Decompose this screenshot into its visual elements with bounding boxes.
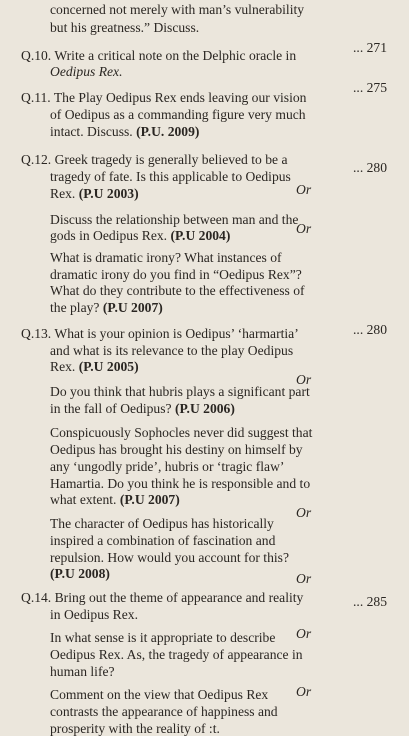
line-text: but his greatness.” Discuss. [50, 20, 200, 35]
or-label: Or [296, 684, 312, 699]
text-line [50, 250, 282, 265]
line-text: Q.11. The Play Oedipus Rex ends leaving our vision [21, 90, 307, 105]
text-line [50, 533, 275, 548]
line-text: repulsion. How would you account for this? [50, 550, 289, 565]
text-line [50, 2, 304, 17]
text-line [50, 721, 220, 736]
line-text: Do you think that hubris plays a significant part [50, 384, 310, 399]
text-line [50, 476, 310, 491]
text-line [50, 664, 115, 679]
text-line [50, 20, 199, 35]
line-text: Oedipus has brought his destiny on himself by [50, 442, 303, 457]
text-line [50, 64, 122, 79]
line-text: in the fall of Oedipus? [50, 401, 172, 416]
text-line [50, 459, 284, 474]
text-line [50, 566, 110, 581]
text-line [50, 212, 298, 227]
citation: (P.U 2008) [50, 566, 110, 581]
text-line [50, 630, 275, 645]
line-text: the play? [50, 300, 100, 315]
line-text: contrasts the appearance of happiness and [50, 704, 278, 719]
citation: (P.U. 2009) [136, 124, 200, 139]
text-line [21, 48, 296, 63]
line-text: Q.12. Greek tragedy is generally believed to be a [21, 152, 288, 167]
line-text: Comment on the view that Oedipus Rex [50, 687, 269, 702]
line-text: gods in Oedipus Rex. [50, 228, 168, 243]
line-text: inspired a combination of fascination and [50, 533, 276, 548]
line-text: Discuss the relationship between man and the [50, 212, 299, 227]
text-line [50, 300, 163, 315]
text-line [50, 516, 274, 531]
page-number: ... 285 [353, 594, 387, 609]
text-line [21, 590, 303, 605]
line-text: Q.10. Write a critical note on the Delphic oracle in [21, 48, 297, 63]
text-line [50, 228, 230, 243]
text-line [50, 550, 289, 565]
line-text: Conspicuously Sophocles never did suggest that [50, 425, 313, 440]
line-text: human life? [50, 664, 115, 679]
line-text: Hamartia. Do you think he is responsible and to [50, 476, 311, 491]
text-line [50, 442, 303, 457]
text-line [21, 90, 306, 105]
page-number: ... 271 [353, 40, 387, 55]
line-text: tragedy of fate. Is this applicable to Oedipus [50, 169, 291, 184]
line-text: Oedipus Rex. [50, 64, 123, 79]
line-text: The character of Oedipus has historically [50, 516, 274, 531]
line-text: What is dramatic irony? What instances of [50, 250, 282, 265]
or-label: Or [296, 505, 312, 520]
text-line [50, 687, 268, 702]
page-number: ... 280 [353, 160, 387, 175]
citation: (P.U 2006) [174, 401, 235, 416]
text-line [50, 384, 310, 399]
line-text: in Oedipus Rex. [50, 607, 138, 622]
text-line [21, 152, 288, 167]
text-line [50, 283, 305, 298]
page-number: ... 275 [353, 80, 387, 95]
line-text: Rex. [50, 359, 76, 374]
or-label: Or [296, 571, 312, 586]
or-label: Or [296, 372, 312, 387]
line-text: Rex. [50, 186, 76, 201]
page-number: ... 280 [353, 322, 387, 337]
text-line [50, 492, 180, 507]
line-text: Q.14. Bring out the theme of appearance and reality [21, 590, 304, 605]
text-line [50, 704, 278, 719]
line-text: Q.13. What is your opinion is Oedipus’ ‘harmartia’ [21, 326, 299, 341]
citation: (P.U 2005) [78, 359, 139, 374]
or-label: Or [296, 182, 312, 197]
line-text: of Oedipus as a commanding figure very much [50, 107, 306, 122]
text-line [50, 169, 291, 184]
or-label: Or [296, 221, 312, 236]
line-text: and what is its relevance to the play Oedipus [50, 343, 294, 358]
text-line [50, 359, 139, 374]
line-text: intact. Discuss. [50, 124, 133, 139]
text-line [50, 186, 139, 201]
text-line [50, 607, 138, 622]
text-line [50, 124, 199, 139]
line-text: What do they contribute to the effectiveness of [50, 283, 305, 298]
line-text: dramatic irony do you find in “Oedipus Rex”? [50, 267, 302, 282]
line-text: concerned not merely with man’s vulnerability [50, 2, 305, 17]
line-text: Oedipus Rex. As, the tragedy of appearance in [50, 647, 303, 662]
text-line [50, 401, 235, 416]
line-text: any ‘ungodly pride’, hubris or ‘tragic flaw’ [50, 459, 285, 474]
citation: (P.U 2007) [102, 300, 163, 315]
text-line [50, 267, 302, 282]
text-line [50, 343, 293, 358]
text-line [50, 107, 306, 122]
citation: (P.U 2007) [119, 492, 180, 507]
text-line [50, 647, 303, 662]
citation: (P.U 2003) [78, 186, 139, 201]
line-text: what extent. [50, 492, 117, 507]
citation: (P.U 2004) [170, 228, 231, 243]
text-line [21, 326, 299, 341]
line-text: prosperity with the reality of :t. [50, 721, 220, 736]
or-label: Or [296, 626, 312, 641]
line-text: In what sense is it appropriate to describe [50, 630, 276, 645]
text-line [50, 425, 312, 440]
